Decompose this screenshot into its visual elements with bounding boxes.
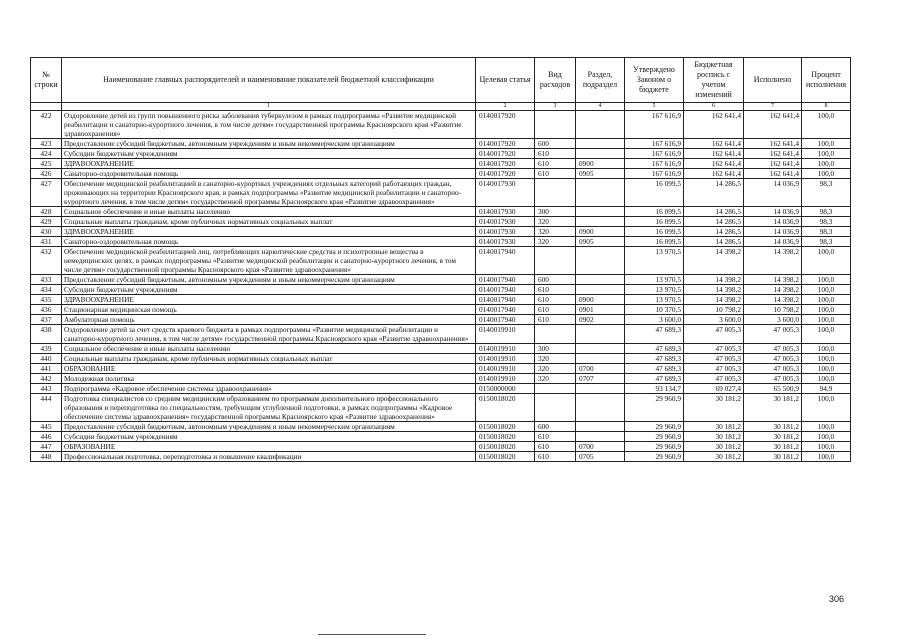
header-executed: Исполнено bbox=[744, 58, 802, 103]
row-number: 446 bbox=[31, 432, 62, 442]
row-expense-type: 610 bbox=[535, 149, 576, 159]
row-target-article: 0140017940 bbox=[476, 305, 535, 315]
row-number: 437 bbox=[31, 315, 62, 325]
row-executed: 3 600,0 bbox=[744, 315, 802, 325]
row-percent: 98,3 bbox=[802, 179, 851, 207]
row-number: 425 bbox=[31, 159, 62, 169]
row-number: 424 bbox=[31, 149, 62, 159]
row-approved: 3 600,0 bbox=[625, 315, 684, 325]
row-budget-schedule: 14 286,5 bbox=[684, 207, 744, 217]
row-budget-schedule: 162 641,4 bbox=[684, 111, 744, 139]
row-section: 0900 bbox=[576, 295, 625, 305]
header-target: Целевая статья bbox=[476, 58, 535, 103]
table-row bbox=[31, 315, 851, 325]
row-executed: 14 036,9 bbox=[744, 207, 802, 217]
row-name: Предоставление субсидий бюджетным, автономным учреждениям и иным некоммерческим организациям bbox=[62, 275, 476, 285]
row-target-article: 0140019910 bbox=[476, 364, 535, 374]
row-approved: 47 689,3 bbox=[625, 354, 684, 364]
table-row bbox=[31, 275, 851, 285]
row-expense-type: 600 bbox=[535, 275, 576, 285]
row-target-article: 0140017920 bbox=[476, 159, 535, 169]
table-row bbox=[31, 247, 851, 275]
row-percent: 100,0 bbox=[802, 325, 851, 344]
row-name: Амбулаторная помощь bbox=[62, 315, 476, 325]
row-name: Профессиональная подготовка, переподготовка и повышение квалификации bbox=[62, 452, 476, 462]
row-expense-type bbox=[535, 179, 576, 207]
row-number: 432 bbox=[31, 247, 62, 275]
row-budget-schedule: 47 005,3 bbox=[684, 354, 744, 364]
row-percent: 98,3 bbox=[802, 207, 851, 217]
column-number: 7 bbox=[744, 103, 802, 111]
row-budget-schedule: 30 181,2 bbox=[684, 442, 744, 452]
row-expense-type bbox=[535, 394, 576, 422]
table-row bbox=[31, 432, 851, 442]
row-budget-schedule: 30 181,2 bbox=[684, 422, 744, 432]
row-expense-type: 300 bbox=[535, 344, 576, 354]
row-section bbox=[576, 325, 625, 344]
row-approved: 29 960,9 bbox=[625, 422, 684, 432]
header-approved: Утверждено Законом о бюджете bbox=[625, 58, 684, 103]
row-percent: 100,0 bbox=[802, 432, 851, 442]
row-number: 429 bbox=[31, 217, 62, 227]
row-budget-schedule: 14 286,5 bbox=[684, 179, 744, 207]
table-row bbox=[31, 442, 851, 452]
row-budget-schedule: 3 600,0 bbox=[684, 315, 744, 325]
row-number: 431 bbox=[31, 237, 62, 247]
row-number: 434 bbox=[31, 285, 62, 295]
row-executed: 162 641,4 bbox=[744, 149, 802, 159]
row-name: Социальное обеспечение и иные выплаты населению bbox=[62, 207, 476, 217]
row-budget-schedule: 14 286,5 bbox=[684, 227, 744, 237]
row-name: Обеспечение медицинской реабилитацией лиц, потребляющих наркотические средства и психотропные вещества в немедицинских целях, в рамках подпрограммы «Развитие медицинской реабилитации и санаторно-курортного лечения, в том числе детям» государственной программы Красноярского края «Развитие здравоохранения» bbox=[62, 247, 476, 275]
row-section bbox=[576, 149, 625, 159]
row-section bbox=[576, 354, 625, 364]
row-target-article: 0150018020 bbox=[476, 394, 535, 422]
row-executed: 14 398,2 bbox=[744, 247, 802, 275]
row-name: ЗДРАВООХРАНЕНИЕ bbox=[62, 159, 476, 169]
row-target-article: 0140019910 bbox=[476, 374, 535, 384]
row-number: 422 bbox=[31, 111, 62, 139]
row-budget-schedule: 47 005,3 bbox=[684, 374, 744, 384]
table-row bbox=[31, 217, 851, 227]
row-expense-type: 320 bbox=[535, 364, 576, 374]
row-executed: 162 641,4 bbox=[744, 111, 802, 139]
row-percent: 100,0 bbox=[802, 285, 851, 295]
row-number: 444 bbox=[31, 394, 62, 422]
row-executed: 47 005,3 bbox=[744, 354, 802, 364]
row-approved: 47 689,3 bbox=[625, 325, 684, 344]
row-target-article: 0140017920 bbox=[476, 139, 535, 149]
row-target-article: 0140019910 bbox=[476, 325, 535, 344]
row-name: Социальные выплаты гражданам, кроме публичных нормативных социальных выплат bbox=[62, 354, 476, 364]
row-section bbox=[576, 422, 625, 432]
row-approved: 167 616,9 bbox=[625, 111, 684, 139]
row-percent: 100,0 bbox=[802, 315, 851, 325]
row-percent: 100,0 bbox=[802, 111, 851, 139]
table-row bbox=[31, 422, 851, 432]
row-section: 0900 bbox=[576, 159, 625, 169]
row-percent: 100,0 bbox=[802, 247, 851, 275]
row-name: Предоставление субсидий бюджетным, автономным учреждениям и иным некоммерческим организациям bbox=[62, 139, 476, 149]
row-name: Обеспечение медицинской реабилитацией в санаторно-курортных учреждениях отдельных категорий работающих граждан, проживающих на территории Красноярского края, в рамках подпрограммы «Развитие медицинской реабилитации и санаторно-курортного лечения, в том числе детям» государственной программы Красноярского края «Развитие здравоохранения» bbox=[62, 179, 476, 207]
table-row bbox=[31, 227, 851, 237]
row-target-article: 0150018020 bbox=[476, 432, 535, 442]
row-executed: 10 798,2 bbox=[744, 305, 802, 315]
row-percent: 100,0 bbox=[802, 159, 851, 169]
row-approved: 47 689,3 bbox=[625, 344, 684, 354]
row-expense-type bbox=[535, 247, 576, 275]
table-row bbox=[31, 384, 851, 394]
row-executed: 47 005,3 bbox=[744, 374, 802, 384]
row-target-article: 0150018020 bbox=[476, 442, 535, 452]
row-target-article: 0150018020 bbox=[476, 452, 535, 462]
row-section: 0705 bbox=[576, 452, 625, 462]
column-number: 4 bbox=[576, 103, 625, 111]
row-executed: 30 181,2 bbox=[744, 432, 802, 442]
row-number: 442 bbox=[31, 374, 62, 384]
row-section: 0700 bbox=[576, 364, 625, 374]
budget-table bbox=[30, 57, 851, 462]
table-row bbox=[31, 305, 851, 315]
row-approved: 13 970,5 bbox=[625, 275, 684, 285]
row-percent: 100,0 bbox=[802, 442, 851, 452]
row-section: 0707 bbox=[576, 374, 625, 384]
row-budget-schedule: 14 286,5 bbox=[684, 217, 744, 227]
row-number: 447 bbox=[31, 442, 62, 452]
page-number: 306 bbox=[829, 594, 845, 604]
row-section bbox=[576, 275, 625, 285]
row-percent: 100,0 bbox=[802, 374, 851, 384]
row-executed: 14 036,9 bbox=[744, 217, 802, 227]
table-row bbox=[31, 452, 851, 462]
row-percent: 100,0 bbox=[802, 354, 851, 364]
row-budget-schedule: 14 398,2 bbox=[684, 285, 744, 295]
row-approved: 16 099,5 bbox=[625, 217, 684, 227]
row-approved: 16 099,5 bbox=[625, 179, 684, 207]
row-expense-type: 610 bbox=[535, 432, 576, 442]
table-row bbox=[31, 394, 851, 422]
row-percent: 100,0 bbox=[802, 169, 851, 179]
row-expense-type: 610 bbox=[535, 159, 576, 169]
row-expense-type bbox=[535, 384, 576, 394]
row-budget-schedule: 47 005,3 bbox=[684, 364, 744, 374]
row-name: Молодежная политика bbox=[62, 374, 476, 384]
row-executed: 47 005,3 bbox=[744, 325, 802, 344]
table-row bbox=[31, 374, 851, 384]
row-executed: 65 500,9 bbox=[744, 384, 802, 394]
row-expense-type: 320 bbox=[535, 217, 576, 227]
row-name: ЗДРАВООХРАНЕНИЕ bbox=[62, 295, 476, 305]
header-budget: Бюджетная роспись с учетом изменений bbox=[684, 58, 744, 103]
row-section bbox=[576, 139, 625, 149]
row-target-article: 0150000000 bbox=[476, 384, 535, 394]
row-name: Социальные выплаты гражданам, кроме публичных нормативных социальных выплат bbox=[62, 217, 476, 227]
row-approved: 47 689,3 bbox=[625, 374, 684, 384]
row-expense-type: 320 bbox=[535, 237, 576, 247]
row-number: 440 bbox=[31, 354, 62, 364]
table-row bbox=[31, 325, 851, 344]
table-row bbox=[31, 139, 851, 149]
column-number: 2 bbox=[476, 103, 535, 111]
row-percent: 100,0 bbox=[802, 452, 851, 462]
row-section bbox=[576, 179, 625, 207]
row-target-article: 0140017940 bbox=[476, 247, 535, 275]
row-target-article: 0140017930 bbox=[476, 217, 535, 227]
row-budget-schedule: 162 641,4 bbox=[684, 149, 744, 159]
row-percent: 100,0 bbox=[802, 305, 851, 315]
table-row bbox=[31, 169, 851, 179]
row-name: Стационарная медицинская помощь bbox=[62, 305, 476, 315]
row-target-article: 0140019910 bbox=[476, 344, 535, 354]
row-executed: 162 641,4 bbox=[744, 169, 802, 179]
row-percent: 100,0 bbox=[802, 364, 851, 374]
table-row bbox=[31, 364, 851, 374]
column-number: 1 bbox=[62, 103, 476, 111]
row-budget-schedule: 162 641,4 bbox=[684, 139, 744, 149]
column-number: 3 bbox=[535, 103, 576, 111]
row-number: 441 bbox=[31, 364, 62, 374]
row-section: 0905 bbox=[576, 237, 625, 247]
row-target-article: 0140017940 bbox=[476, 295, 535, 305]
row-approved: 13 970,5 bbox=[625, 295, 684, 305]
row-approved: 29 960,9 bbox=[625, 452, 684, 462]
row-executed: 30 181,2 bbox=[744, 394, 802, 422]
row-number: 443 bbox=[31, 384, 62, 394]
table-body bbox=[31, 103, 851, 462]
row-budget-schedule: 30 181,2 bbox=[684, 452, 744, 462]
row-section bbox=[576, 394, 625, 422]
row-approved: 10 370,5 bbox=[625, 305, 684, 315]
row-approved: 16 099,5 bbox=[625, 207, 684, 217]
row-number: 430 bbox=[31, 227, 62, 237]
row-section: 0700 bbox=[576, 442, 625, 452]
row-percent: 100,0 bbox=[802, 394, 851, 422]
row-target-article: 0140017930 bbox=[476, 179, 535, 207]
row-number: 428 bbox=[31, 207, 62, 217]
column-number: 6 bbox=[684, 103, 744, 111]
row-expense-type: 600 bbox=[535, 139, 576, 149]
row-approved: 93 134,7 bbox=[625, 384, 684, 394]
row-executed: 162 641,4 bbox=[744, 139, 802, 149]
row-approved: 167 616,9 bbox=[625, 149, 684, 159]
row-budget-schedule: 47 005,3 bbox=[684, 344, 744, 354]
header-name: Наименование главных распорядителей и наименование показателей бюджетной классификации bbox=[62, 58, 476, 103]
header-row bbox=[31, 58, 851, 103]
row-executed: 14 036,9 bbox=[744, 179, 802, 207]
row-number: 448 bbox=[31, 452, 62, 462]
row-approved: 16 099,5 bbox=[625, 227, 684, 237]
row-percent: 94,9 bbox=[802, 384, 851, 394]
row-approved: 47 689,3 bbox=[625, 364, 684, 374]
row-budget-schedule: 14 398,2 bbox=[684, 295, 744, 305]
row-number: 438 bbox=[31, 325, 62, 344]
table-row bbox=[31, 111, 851, 139]
row-percent: 98,3 bbox=[802, 227, 851, 237]
row-approved: 167 616,9 bbox=[625, 169, 684, 179]
row-target-article: 0140017930 bbox=[476, 237, 535, 247]
row-percent: 100,0 bbox=[802, 149, 851, 159]
row-expense-type: 610 bbox=[535, 452, 576, 462]
row-number: 427 bbox=[31, 179, 62, 207]
row-expense-type: 320 bbox=[535, 374, 576, 384]
row-name: Подготовка специалистов со средним медицинским образованием по программам дополнительного профессионального образования и переподготовка по специальностям, требующим углубленной подготовки, в рамках подпрограммы «Кадровое обеспечение системы здравоохранения» государственной программы Красноярского края «Развитие здравоохранения» bbox=[62, 394, 476, 422]
row-percent: 100,0 bbox=[802, 295, 851, 305]
row-budget-schedule: 162 641,4 bbox=[684, 159, 744, 169]
row-section: 0902 bbox=[576, 315, 625, 325]
row-budget-schedule: 69 027,4 bbox=[684, 384, 744, 394]
row-percent: 98,3 bbox=[802, 217, 851, 227]
column-number: 5 bbox=[625, 103, 684, 111]
row-target-article: 0140019910 bbox=[476, 354, 535, 364]
row-percent: 100,0 bbox=[802, 344, 851, 354]
table-row bbox=[31, 207, 851, 217]
row-budget-schedule: 10 798,2 bbox=[684, 305, 744, 315]
row-section: 0905 bbox=[576, 169, 625, 179]
row-name: Субсидии бюджетным учреждениям bbox=[62, 149, 476, 159]
header-no: № строки bbox=[31, 58, 62, 103]
row-executed: 14 398,2 bbox=[744, 285, 802, 295]
row-approved: 29 960,9 bbox=[625, 394, 684, 422]
row-name: Социальное обеспечение и иные выплаты населению bbox=[62, 344, 476, 354]
row-percent: 100,0 bbox=[802, 139, 851, 149]
row-expense-type: 320 bbox=[535, 227, 576, 237]
row-name: Санаторно-оздоровительная помощь bbox=[62, 237, 476, 247]
row-number: 435 bbox=[31, 295, 62, 305]
row-executed: 14 036,9 bbox=[744, 227, 802, 237]
row-approved: 29 960,9 bbox=[625, 442, 684, 452]
header-expense: Вид расходов bbox=[535, 58, 576, 103]
row-budget-schedule: 47 005,3 bbox=[684, 325, 744, 344]
row-name: ОБРАЗОВАНИЕ bbox=[62, 442, 476, 452]
row-number: 436 bbox=[31, 305, 62, 315]
row-expense-type: 610 bbox=[535, 315, 576, 325]
row-percent: 100,0 bbox=[802, 275, 851, 285]
row-executed: 162 641,4 bbox=[744, 159, 802, 169]
row-name: ЗДРАВООХРАНЕНИЕ bbox=[62, 227, 476, 237]
row-expense-type: 610 bbox=[535, 442, 576, 452]
bottom-divider bbox=[318, 634, 426, 635]
header-percent: Процент исполнения bbox=[802, 58, 851, 103]
table-row bbox=[31, 237, 851, 247]
row-budget-schedule: 14 286,5 bbox=[684, 237, 744, 247]
row-name: Санаторно-оздоровительная помощь bbox=[62, 169, 476, 179]
table-row bbox=[31, 344, 851, 354]
row-number: 439 bbox=[31, 344, 62, 354]
row-section bbox=[576, 384, 625, 394]
row-section bbox=[576, 111, 625, 139]
table-row bbox=[31, 159, 851, 169]
row-budget-schedule: 14 398,2 bbox=[684, 275, 744, 285]
table-row bbox=[31, 295, 851, 305]
table-row bbox=[31, 179, 851, 207]
row-expense-type: 300 bbox=[535, 207, 576, 217]
table-row bbox=[31, 285, 851, 295]
table-row bbox=[31, 354, 851, 364]
row-budget-schedule: 30 181,2 bbox=[684, 432, 744, 442]
row-executed: 30 181,2 bbox=[744, 422, 802, 432]
row-expense-type: 610 bbox=[535, 305, 576, 315]
row-approved: 16 099,5 bbox=[625, 237, 684, 247]
row-expense-type: 610 bbox=[535, 295, 576, 305]
row-percent: 100,0 bbox=[802, 422, 851, 432]
row-target-article: 0140017940 bbox=[476, 285, 535, 295]
row-number: 433 bbox=[31, 275, 62, 285]
row-executed: 30 181,2 bbox=[744, 452, 802, 462]
row-executed: 14 398,2 bbox=[744, 295, 802, 305]
row-expense-type: 610 bbox=[535, 285, 576, 295]
row-approved: 29 960,9 bbox=[625, 432, 684, 442]
row-executed: 47 005,3 bbox=[744, 344, 802, 354]
row-target-article: 0140017940 bbox=[476, 315, 535, 325]
row-number: 426 bbox=[31, 169, 62, 179]
header-section: Раздел, подраздел bbox=[576, 58, 625, 103]
column-number bbox=[31, 103, 62, 111]
row-approved: 167 616,9 bbox=[625, 139, 684, 149]
column-number: 8 bbox=[802, 103, 851, 111]
row-executed: 14 398,2 bbox=[744, 275, 802, 285]
column-numbers-row bbox=[31, 103, 851, 111]
row-expense-type bbox=[535, 111, 576, 139]
row-executed: 30 181,2 bbox=[744, 442, 802, 452]
row-section: 0901 bbox=[576, 305, 625, 315]
row-name: Оздоровление детей за счет средств краевого бюджета в рамках подпрограммы «Развитие медицинской реабилитации и санаторно-курортного лечения, в том числе детям» государственной программы Красноярского края «Развитие здравоохранения» bbox=[62, 325, 476, 344]
row-section bbox=[576, 247, 625, 275]
row-budget-schedule: 162 641,4 bbox=[684, 169, 744, 179]
row-expense-type: 600 bbox=[535, 422, 576, 432]
row-target-article: 0140017920 bbox=[476, 111, 535, 139]
row-number: 423 bbox=[31, 139, 62, 149]
row-target-article: 0140017920 bbox=[476, 149, 535, 159]
row-name: ОБРАЗОВАНИЕ bbox=[62, 364, 476, 374]
row-expense-type: 610 bbox=[535, 169, 576, 179]
row-executed: 47 005,3 bbox=[744, 364, 802, 374]
row-budget-schedule: 30 181,2 bbox=[684, 394, 744, 422]
row-budget-schedule: 14 398,2 bbox=[684, 247, 744, 275]
row-name: Оздоровление детей из групп повышенного риска заболевания туберкулезом в рамках подпрограммы «Развитие медицинской реабилитации и санаторно-курортного лечения, в том числе детям» государственной программы Красноярского края «Развитие здравоохранения» bbox=[62, 111, 476, 139]
row-expense-type bbox=[535, 325, 576, 344]
row-approved: 13 970,5 bbox=[625, 247, 684, 275]
row-name: Предоставление субсидий бюджетным, автономным учреждениям и иным некоммерческим организациям bbox=[62, 422, 476, 432]
table-row bbox=[31, 149, 851, 159]
row-target-article: 0140017940 bbox=[476, 275, 535, 285]
row-expense-type: 320 bbox=[535, 354, 576, 364]
row-name: Подпрограмма «Кадровое обеспечение системы здравоохранения» bbox=[62, 384, 476, 394]
row-executed: 14 036,9 bbox=[744, 237, 802, 247]
row-section: 0900 bbox=[576, 227, 625, 237]
row-target-article: 0140017920 bbox=[476, 169, 535, 179]
row-approved: 167 616,9 bbox=[625, 159, 684, 169]
row-section bbox=[576, 285, 625, 295]
row-section bbox=[576, 432, 625, 442]
row-name: Субсидии бюджетным учреждениям bbox=[62, 432, 476, 442]
row-section bbox=[576, 207, 625, 217]
row-percent: 98,3 bbox=[802, 237, 851, 247]
row-approved: 13 970,5 bbox=[625, 285, 684, 295]
row-name: Субсидии бюджетным учреждениям bbox=[62, 285, 476, 295]
row-section bbox=[576, 344, 625, 354]
row-target-article: 0150018020 bbox=[476, 422, 535, 432]
row-target-article: 0140017930 bbox=[476, 207, 535, 217]
row-target-article: 0140017930 bbox=[476, 227, 535, 237]
row-number: 445 bbox=[31, 422, 62, 432]
row-section bbox=[576, 217, 625, 227]
